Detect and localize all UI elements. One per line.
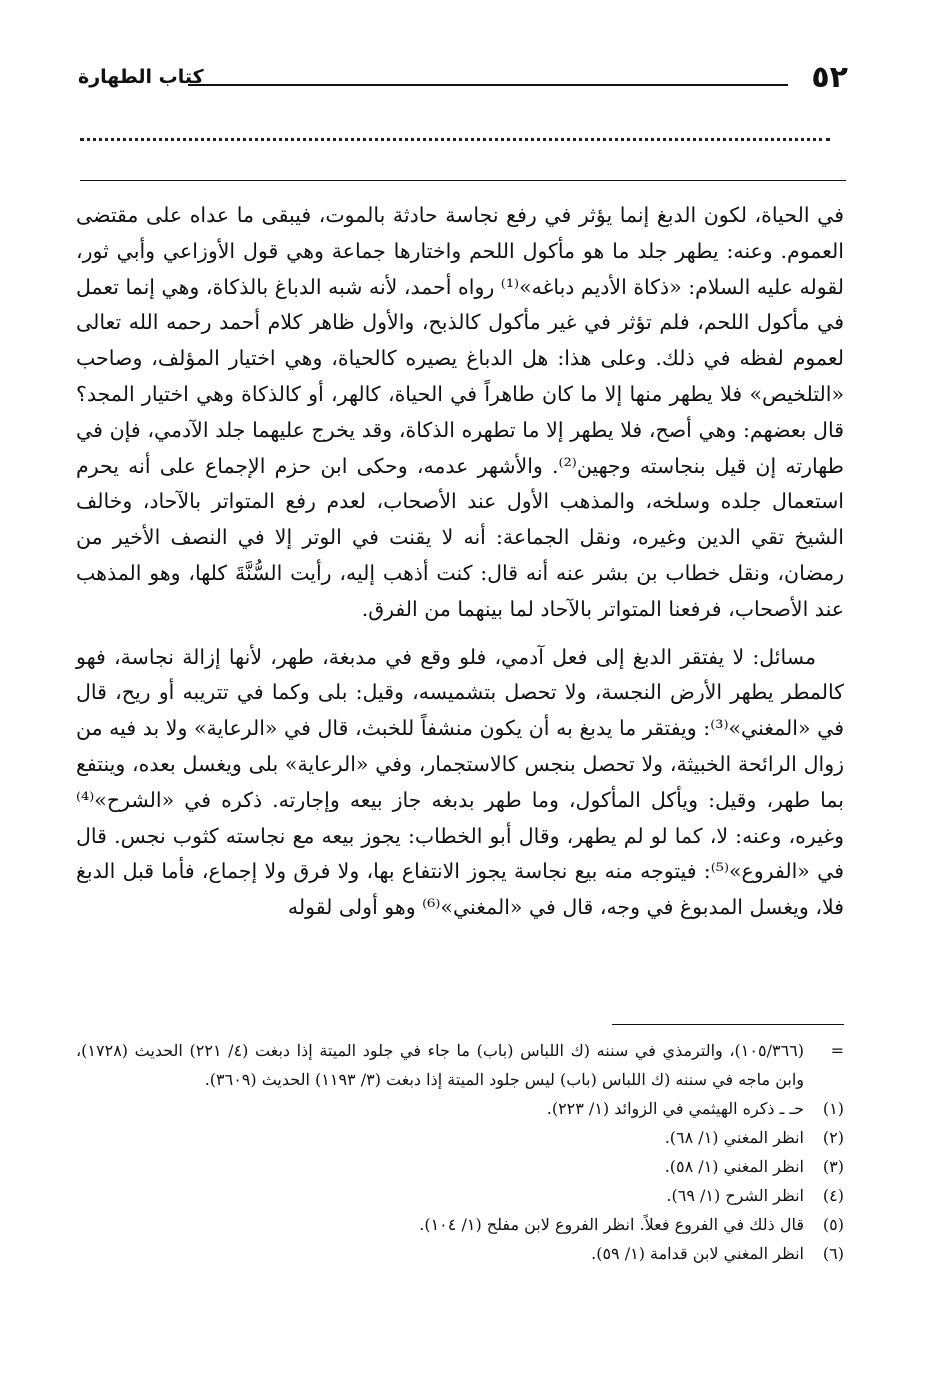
- footnote-text: انظر المغني (١/ ٦٨).: [664, 1128, 804, 1147]
- footnote-text: انظر المغني لابن قدامة (١/ ٥٩).: [591, 1244, 804, 1263]
- dotted-separator: [80, 138, 830, 141]
- footnote-item: [76, 1239, 844, 1268]
- footnote-number: (٣): [822, 1157, 844, 1176]
- paragraph-1: في الحياة، لكون الدبغ إنما يؤثر في رفع نجاسة حادثة بالموت، فيبقى ما عداه على مقتضى العموم. وعنه: يطهر جلد ما هو مأكول اللحم واختارها جماعة وهي قول الأوزاعي وأبي ثور، لقوله عليه السلام: «ذكاة الأديم دباغه»⁽¹⁾ رواه أحمد، لأنه شبه الدباغ بالذكاة، وهي إنما تعمل في مأكول اللحم، فلم تؤثر في غير مأكول كالذبح، والأول ظاهر كلام أحمد رحمه الله تعالى لعموم لفظه في ذلك. وعلى هذا: هل الدباغ يصيره كالحياة، وهي اختيار المؤلف، وصاحب «التلخيص» فلا يطهر منها إلا ما كان طاهراً في الحياة، كالهر، أو كالذكاة وهي اختيار المجد؟ قال بعضهم: وهي أصح، فلا يطهر إلا ما تطهره الذكاة، وقد يخرج عليهما جلد الآدمي، فإن في طهارته إن قيل بنجاسته وجهين⁽²⁾. والأشهر عدمه، وحكى ابن حزم الإجماع على أنه يحرم استعمال جلده وسلخه، والمذهب الأول عند الأصحاب، لعدم رفع المتواتر بالآحاد، وخالف الشيخ تقي الدين وغيره، ونقل الجماعة: أنه لا يقنت في الوتر إلا في النصف الأخير من رمضان، ونقل خطاب بن بشر عنه أنه قال: كنت أذهب إليه، رأيت السُّنَّةَ كلها، وهو المذهب عند الأصحاب، فرفعنا المتواتر بالآحاد لما بينهما من الفرق.: [76, 203, 845, 621]
- paragraph-2: مسائل: لا يفتقر الدبغ إلى فعل آدمي، فلو وقع في مدبغة، طهر، لأنها إزالة نجاسة، فهو كالمطر يطهر الأرض النجسة، ولا تحصل بتشميسه، وقيل: بلى وكما في تتريبه أو ريح، قال في «المغني»⁽³⁾: ويفتقر ما يدبغ به أن يكون منشفاً للخبث، قال في «الرعاية» ولا بد فيه من زوال الرائحة الخبيثة، ولا تحصل بنجس كالاستجمار، وفي «الرعاية» بلى ويغسل بعده، وينتفع بما طهر، وقيل: ويأكل المأكول، وما طهر بدبغه جاز بيعه وإجارته. ذكره في «الشرح»⁽⁴⁾ وغيره، وعنه: لا، كما لو لم يطهر، وقال أبو الخطاب: يجوز بيعه مع نجاسته كثوب نجس. قال في «الفروع»⁽⁵⁾: فيتوجه منه بيع نجاسة يجوز الانتفاع بها، ولا فرق ولا إجماع، فأما قبل الدبغ فلا، ويغسل المدبوغ في وجه، قال في «المغني»⁽⁶⁾ وهو أولى لقوله: [76, 644, 845, 920]
- header-rule: [188, 84, 788, 86]
- footnote-continuation: [76, 1036, 844, 1094]
- footnote-text: انظر المغني (١/ ٥٨).: [664, 1157, 804, 1176]
- footnote-text: قال ذلك في الفروع فعلاً. انظر الفروع لابن مفلح (١/ ١٠٤).: [419, 1215, 804, 1234]
- running-header: [78, 58, 848, 98]
- footnote-item: [76, 1210, 844, 1239]
- page-number: ٥٢: [811, 60, 848, 95]
- footnotes: [76, 1036, 844, 1268]
- book-title: كتاب الطهارة: [78, 66, 204, 88]
- footnote-number: (٢): [822, 1128, 844, 1147]
- footnote-item: [76, 1152, 844, 1181]
- main-text: [76, 198, 844, 926]
- footnote-number: (١): [822, 1099, 844, 1118]
- footnote-item: [76, 1181, 844, 1210]
- footnote-text: انظر الشرح (١/ ٦٩).: [666, 1186, 804, 1205]
- section-rule: [80, 180, 846, 181]
- continuation-text: (١٠٥/٣٦٦)، والترمذي في سننه (ك اللباس (باب) ما جاء في جلود الميتة إذا دبغت (٤/ ٢٢١) الحديث (١٧٢٨)، وابن ماجه في سننه (ك اللباس (باب) ليس جلود الميتة إذا دبغت (٣/ ١١٩٣) الحديث (٣٦٠٩).: [76, 1041, 804, 1089]
- footnote-text: حـ ـ ذكره الهيثمي في الزوائد (١/ ٢٢٣).: [546, 1099, 804, 1118]
- footnote-item: [76, 1094, 844, 1123]
- footnote-rule: [612, 1024, 844, 1025]
- footnote-item: [76, 1123, 844, 1152]
- footnote-number: (٦): [822, 1244, 844, 1263]
- continuation-marker: =: [830, 1041, 844, 1060]
- footnote-number: (٤): [822, 1186, 844, 1205]
- footnote-number: (٥): [822, 1215, 844, 1234]
